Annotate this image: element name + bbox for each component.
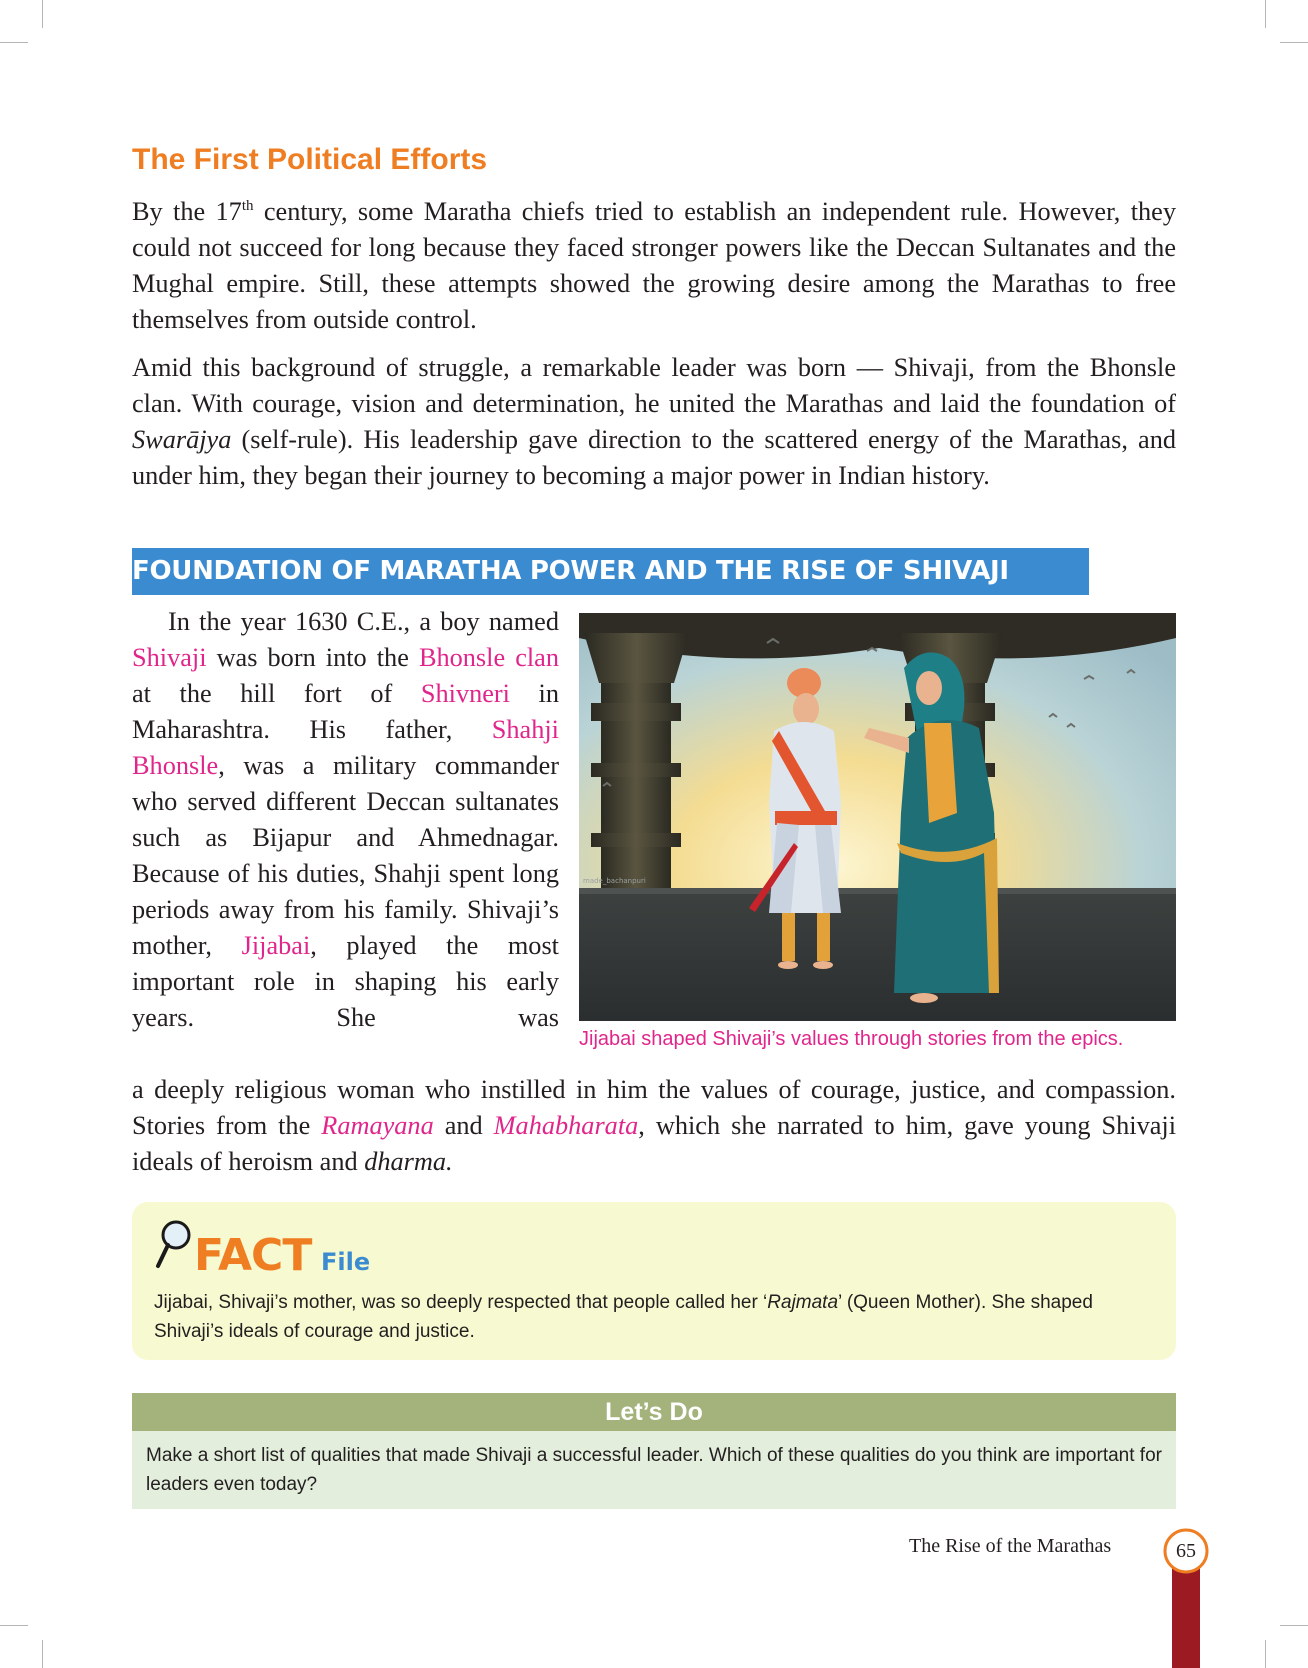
keyword-mahabharata: Mahabharata <box>493 1111 639 1140</box>
image-watermark: made_bachanpuri <box>583 877 646 885</box>
crop-mark <box>1280 1625 1308 1626</box>
section-title: The First Political Efforts <box>132 143 488 176</box>
fact-file-title: FACT <box>194 1230 312 1281</box>
paragraph-jijabai-values: a deeply religious woman who instilled in him the values of courage, justice, and compassion. Stories from the Ramayana and Mahabharata, which she narrated to him, gave young Shivaji ideals of heroism and dharma. <box>132 1075 1177 1176</box>
crop-mark <box>42 1640 43 1668</box>
lets-do-title: Let’s Do <box>132 1393 1176 1431</box>
keyword-shivneri: Shivneri <box>420 679 510 708</box>
paragraph-shivaji-intro: Amid this background of struggle, a remarkable leader was born — Shivaji, from the Bhonsle clan. With courage, vision and determination, he united the Marathas and laid the foundation of Swarājya (self-rule). His leadership gave direction to the scattered energy of the Marathas, and under him, they began their journey to becoming a major power in Indian history. <box>132 353 1176 490</box>
fact-file-box <box>132 1202 1176 1360</box>
footer-chapter-title: The Rise of the Marathas <box>909 1535 1112 1557</box>
crop-mark <box>1265 0 1266 28</box>
illustration-jijabai-shivaji <box>579 613 1176 1021</box>
paragraph-shivaji-birth: In the year 1630 C.E., a boy named Shivaji was born into the Bhonsle clan at the hill fort of Shivneri in Maharashtra. His father, Shahji Bhonsle, was a military commander who served different Deccan sultanates such as Bijapur and Ahmednagar. Because of his duties, Shahji spent long periods away from his family. Shivaji’s mother, Jijabai, played the most important role in shaping his early years. She was <box>132 607 560 1032</box>
figure-caption: Jijabai shaped Shivaji’s values through stories from the epics. <box>579 1028 1124 1050</box>
keyword-jijabai: Jijabai <box>241 931 311 960</box>
keyword-shahji-bhonsle: Shahji Bhonsle <box>132 715 559 780</box>
page-number: 65 <box>1176 1540 1196 1562</box>
crop-mark <box>0 42 28 43</box>
crop-mark <box>1265 1640 1266 1668</box>
crop-mark <box>1280 42 1308 43</box>
lets-do-box <box>132 1431 1176 1509</box>
crop-mark <box>42 0 43 28</box>
keyword-shivaji: Shivaji <box>132 643 207 672</box>
fact-file-text: Jijabai, Shivaji’s mother, was so deeply respected that people called her ‘Rajmata’ (Queen Mother). She shaped Shivaji’s ideals of courage and justice. <box>154 1292 1093 1342</box>
keyword-bhonsle-clan: Bhonsle clan <box>418 643 559 672</box>
crop-mark <box>0 1625 28 1626</box>
fact-file-subtitle: File <box>321 1248 371 1276</box>
magnifier-icon <box>152 1218 194 1274</box>
chapter-section-banner: FOUNDATION OF MARATHA POWER AND THE RISE OF SHIVAJI <box>132 548 1089 595</box>
lets-do-text: Make a short list of qualities that made Shivaji a successful leader. Which of these qualities do you think are important for leaders even today? <box>146 1445 1162 1495</box>
keyword-ramayana: Ramayana <box>321 1111 434 1140</box>
paragraph-political-efforts: By the 17th century, some Maratha chiefs tried to establish an independent rule. However, they could not succeed for long because they faced stronger powers like the Deccan Sultanates and the Mughal empire. Still, these attempts showed the growing desire among the Marathas to free themselves from outside control. <box>132 197 1176 334</box>
